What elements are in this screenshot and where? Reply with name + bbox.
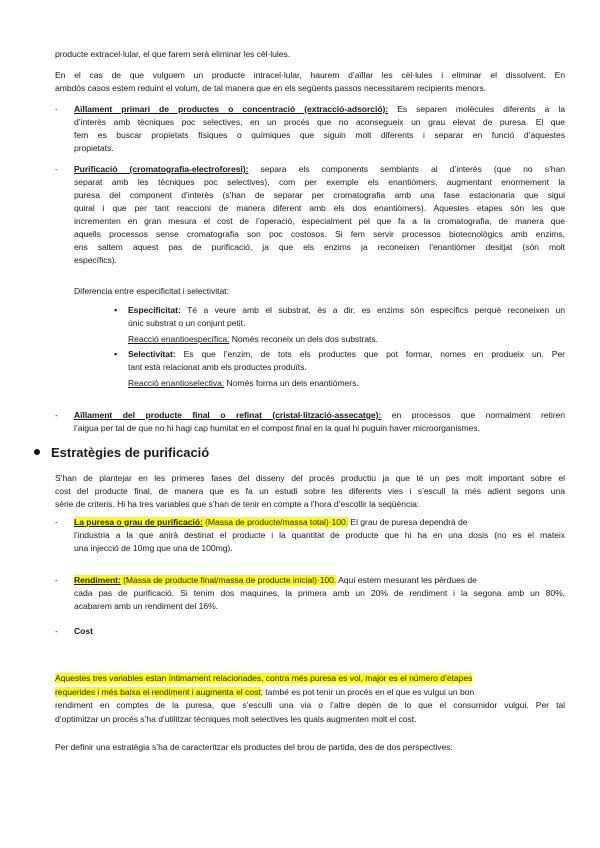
item3-text: en processos que normalment retiren [381,410,566,420]
sel-text: Es que l’enzim, de tots els productes que pot formar, nomes en produeix un. Per [175,349,565,359]
item2-line: incrementen en gran mesura el cost de l’operació, especialment pel que fa a la cromatografia, de manera que [74,216,565,226]
v2-line: acabarem amb un rendiment del 16%. [74,601,218,611]
item1-line: d’interès amb tècniques poc selectives, en un procés que no aconsegueix un grau elevat de puresa. El que [74,117,565,127]
v1-text: El grau de puresa dependrà de [348,517,468,527]
list-dash: - [55,626,58,636]
intro-line: producte extracel·lular, el que farem serà eliminar les cèl·lules. [55,49,291,59]
v2-line [74,574,477,586]
list-dash: - [55,164,58,174]
spec-text: Té a veure amb el substrat, és a dir, es enzims són específics perquè reconeixen un [180,305,565,315]
item3-line: l’aigua per tal de que no hi hagi cap humitat en el compost final en la qual hi puguin haver microorganismes. [74,423,480,433]
section-heading [34,444,209,462]
section-paragraph-line: sèrie de criteris. Hi ha tres variables que s’han de tenir en compte a l’hora d’escollir la seqüència: [55,499,420,509]
spec-title: Especificitat: [128,305,181,315]
item3-line [74,409,565,421]
v1-title: La puresa o grau de purificació: [74,517,203,527]
item2-line: separat amb les tècniques poc selectives), com per exemple els enantiòmers, augmentant enormement la [74,177,565,187]
item2-line: aquells processos sense cromatografia son poc costosos. Si fem servir processos biotecnològics amb enzims, [74,229,565,239]
item2-text: separa els components semblants al d’interès (que no s’han [248,164,565,174]
diff-title: Diferencia entre especificitat i selectivitat: [74,286,229,296]
spec-line: únic substrat o un conjunt petit. [128,318,246,328]
intro-paragraph-line: ambdós casos estem reduint el volum, de tal manera que en els següents passos necessitarem recipients menors. [55,83,487,93]
spec-line [128,304,565,316]
item3-title: Aïllament del producte final o refinat (cristal·lització-assecatge): [74,410,382,420]
item1-title: Aïllament primari de productes o concentració (extracció-adsorció): [74,104,389,114]
list-dash: - [55,410,58,420]
v1-line: una injecció de 10mg que una de 100mg). [74,543,233,553]
section-paragraph3: Per definir una estratègia s’ha de caracteritzar els productes del brou de partida, des de dos perspectives: [55,742,453,752]
section-paragraph2-line [55,686,474,698]
section-paragraph2-line: d’optimitzar un procés s’ha d’utilitzar tècniques molt selectives les quals augmenten molt el cost. [55,714,417,724]
item2-line: específics). [74,255,117,265]
v2-title: Rendiment: [74,575,121,585]
spec-reaction-text: Només reconeix un dels dos substrats. [229,334,378,344]
section-paragraph-line: cost del producte final, de manera que es fa un estudi sobre les diferents vies i s’escull la més adient segons una [55,486,565,496]
item1-line: propietats. [74,143,114,153]
bullet-dot-icon [34,449,40,455]
highlighted-text: requerides i més baixa el rendiment i augmenta el cost [55,687,261,697]
sel-reaction-label: Reacció enantioselectiva: [128,378,225,388]
item2-line: puresa del component d’interès (s’han de separar per cromatografia amb una fase estacionaria que sigui [74,190,565,200]
v1-formula: (Massa de producte/massa total)·100. [202,517,349,527]
list-dash: - [55,104,58,114]
section-paragraph2-line [55,672,472,684]
section-title: Estratègies de purificació [51,445,210,460]
sel-line [128,348,565,360]
item1-line [74,103,565,115]
item2-line: quiral i que per tant reaccioni de manera diferent amb els dos enantiòmers). Aquestes etapes són les que [74,203,565,213]
sel-reaction-text: Només forma un dels enantiòmers. [224,378,359,388]
intro-paragraph-line: En el cas de que vulguem un producte intracel·lular, haurem d’aïllar les cèl·lules i eliminar el dissolvent. En [55,70,565,80]
item2-line: ens saltem aquest pas de purificació, ja que els enzims ja reconeixen l’enantiòmer desitjat (són molt [74,242,565,252]
v3-title: Cost [74,626,93,636]
sel-reaction [128,377,359,389]
section-paragraph-line: S’han de plantejar en les primeres fases del disseny del procés productiu ja que té un pes molt important sobre el [55,473,565,483]
list-dash: - [55,517,58,527]
list-dash: - [55,575,58,585]
spec-reaction-label: Reacció enantioespecífica: [128,334,230,344]
spec-reaction [128,333,378,345]
item1-text: Es separen molècules diferents a la [388,104,565,114]
highlighted-text: Aquestes tres variables estan íntimament relacionades, contra més puresa es vol, major es el número d’etapes [55,673,473,683]
section-paragraph2-line: rendiment en comptes de la puresa, que s’esculli una via o l’altre depèn de lo que el consumidor vulgui. Per tal [55,700,565,710]
v2-text: Aquí estem mesurant les pèrdues de [336,575,477,585]
square-bullet-icon: ▪ [114,349,118,359]
item2-title: Purificació (cromatografia-electroforesi): [74,164,249,174]
item1-line: fem es buscar propietats físiques o químiques que siguin molt diferents i separar en funció d’aquestes [74,130,565,140]
square-bullet-icon: ▪ [114,305,118,315]
v2-formula: (Massa de producte final/massa de producte inicial)·100. [120,575,337,585]
v2-line: cada pas de purificació. Si tenim dos maquines, la primera amb un 20% de rendiment i la segona amb un 80%, [74,588,565,598]
item2-line [74,163,565,175]
sel-line: tant està relacionat amb els productes produïts. [128,362,307,372]
paragraph-text: ; també es pot tenir un procés en el que es vulgui un bon [260,687,475,697]
v1-line [74,516,467,528]
sel-title: Selectivitat: [128,349,176,359]
v1-line: l’industria a la que anirà destinat el producte i la quantitat de producte que hi ha en una dosis (no es el mateix [74,530,565,540]
